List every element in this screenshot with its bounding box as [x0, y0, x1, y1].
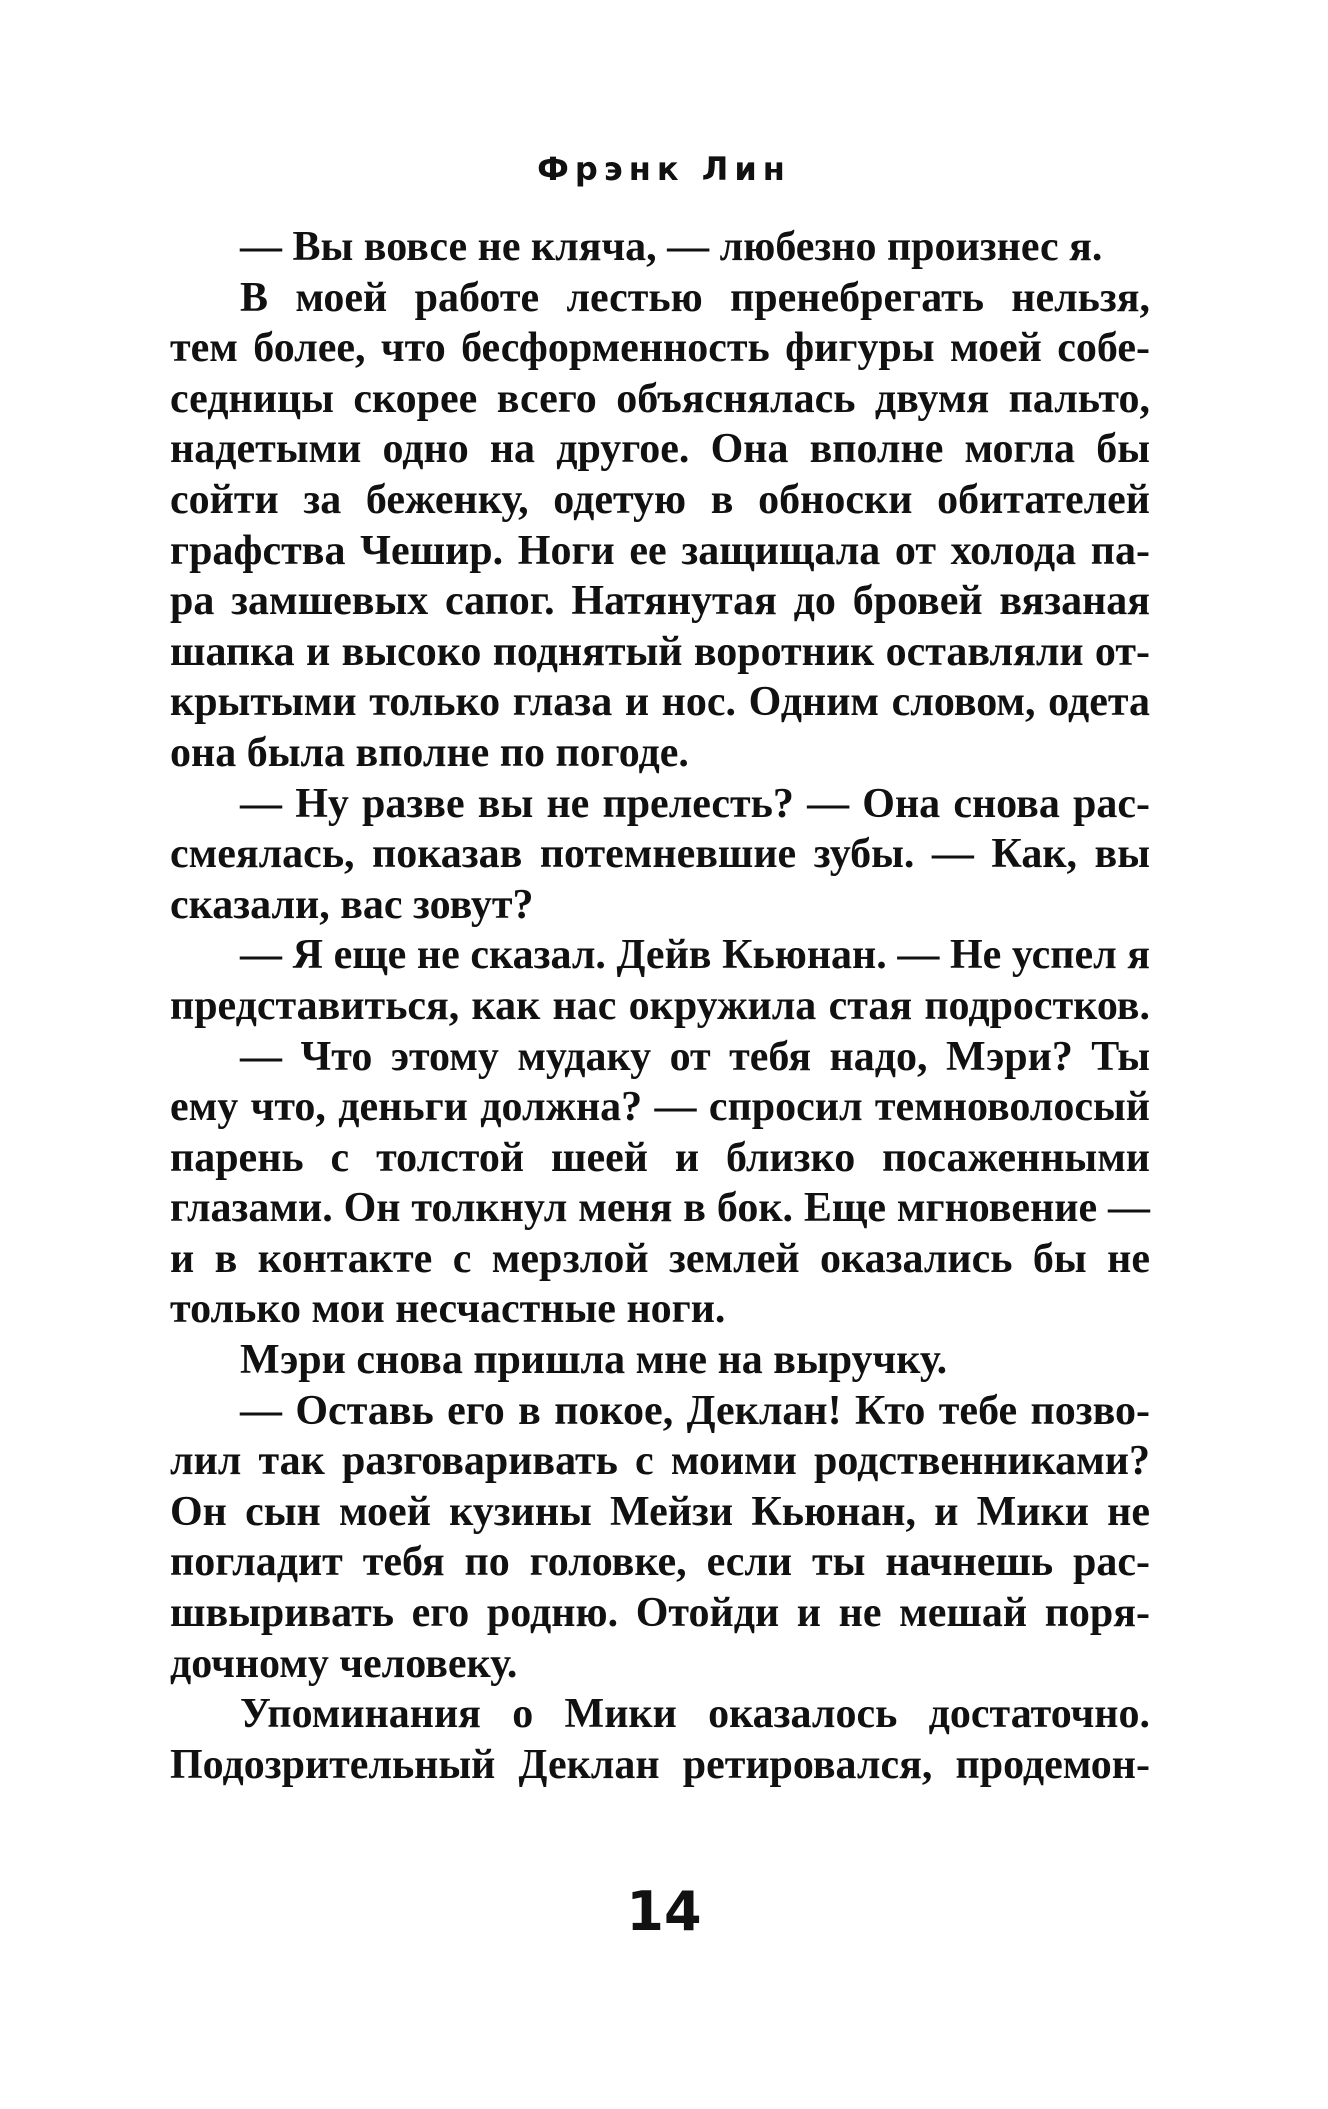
text-line: — Что этому мудаку от тебя надо, Мэри? Ты — [240, 1033, 1150, 1080]
text-line: — Оставь его в покое, Деклан! Кто тебе позво- — [240, 1387, 1150, 1434]
body-text — [170, 222, 1150, 1790]
text-line: Упоминания о Мики оказалось достаточно. — [240, 1691, 1150, 1738]
text-line: шапка и высоко поднятый воротник оставляли от- — [170, 628, 1150, 675]
text-line: представиться, как нас окружила стая подростков. — [170, 982, 1150, 1029]
text-line: погладит тебя по головке, если ты начнешь рас- — [170, 1539, 1150, 1586]
text-line: смеялась, показав потемневшие зубы. — Как, вы — [170, 831, 1150, 878]
text-line: она была вполне по погоде. — [170, 729, 689, 776]
text-line: ему что, деньги должна? — спросил темноволосый — [170, 1084, 1150, 1131]
text-line: тем более, что бесформенность фигуры моей собе- — [170, 325, 1150, 372]
text-line: Он сын моей кузины Мейзи Кьюнан, и Мики не — [170, 1488, 1150, 1535]
text-line: седницы скорее всего объяснялась двумя пальто, — [170, 375, 1150, 422]
text-line: — Вы вовсе не кляча, — любезно произнес я. — [240, 224, 1103, 270]
text-line: сойти за беженку, одетую в обноски обитателей — [170, 476, 1150, 523]
running-head: Фрэнк Лин — [537, 150, 791, 188]
text-line: Мэри снова пришла мне на выручку. — [240, 1337, 948, 1384]
text-line: только мои несчастные ноги. — [170, 1286, 726, 1333]
text-line: и в контакте с мерзлой землей оказались бы не — [170, 1235, 1150, 1282]
text-line: — Я еще не сказал. Дейв Кьюнан. — Не успел я — [240, 932, 1150, 979]
text-line: швыривать его родню. Отойди и не мешай поря- — [170, 1590, 1150, 1637]
text-line: ра замшевых сапог. Натянутая до бровей вязаная — [170, 578, 1150, 625]
text-line: крытыми только глаза и нос. Одним словом, одета — [170, 679, 1150, 726]
page-number: 14 — [626, 1880, 702, 1943]
text-line: В моей работе лестью пренебрегать нельзя, — [240, 274, 1150, 321]
text-line: — Ну разве вы не прелесть? — Она снова рас- — [240, 780, 1150, 827]
text-line: сказали, вас зовут? — [170, 881, 534, 928]
text-line: графства Чешир. Ноги ее защищала от холода па- — [170, 527, 1150, 574]
text-line: лил так разговаривать с моими родственниками? — [170, 1438, 1150, 1485]
text-line: Подозрительный Деклан ретировался, продемон- — [170, 1741, 1150, 1788]
text-line: надетыми одно на другое. Она вполне могла бы — [170, 426, 1150, 473]
text-line: дочному человеку. — [170, 1640, 518, 1687]
text-line: глазами. Он толкнул меня в бок. Еще мгновение — — [170, 1185, 1150, 1232]
text-line: парень с толстой шеей и близко посаженными — [170, 1134, 1150, 1181]
